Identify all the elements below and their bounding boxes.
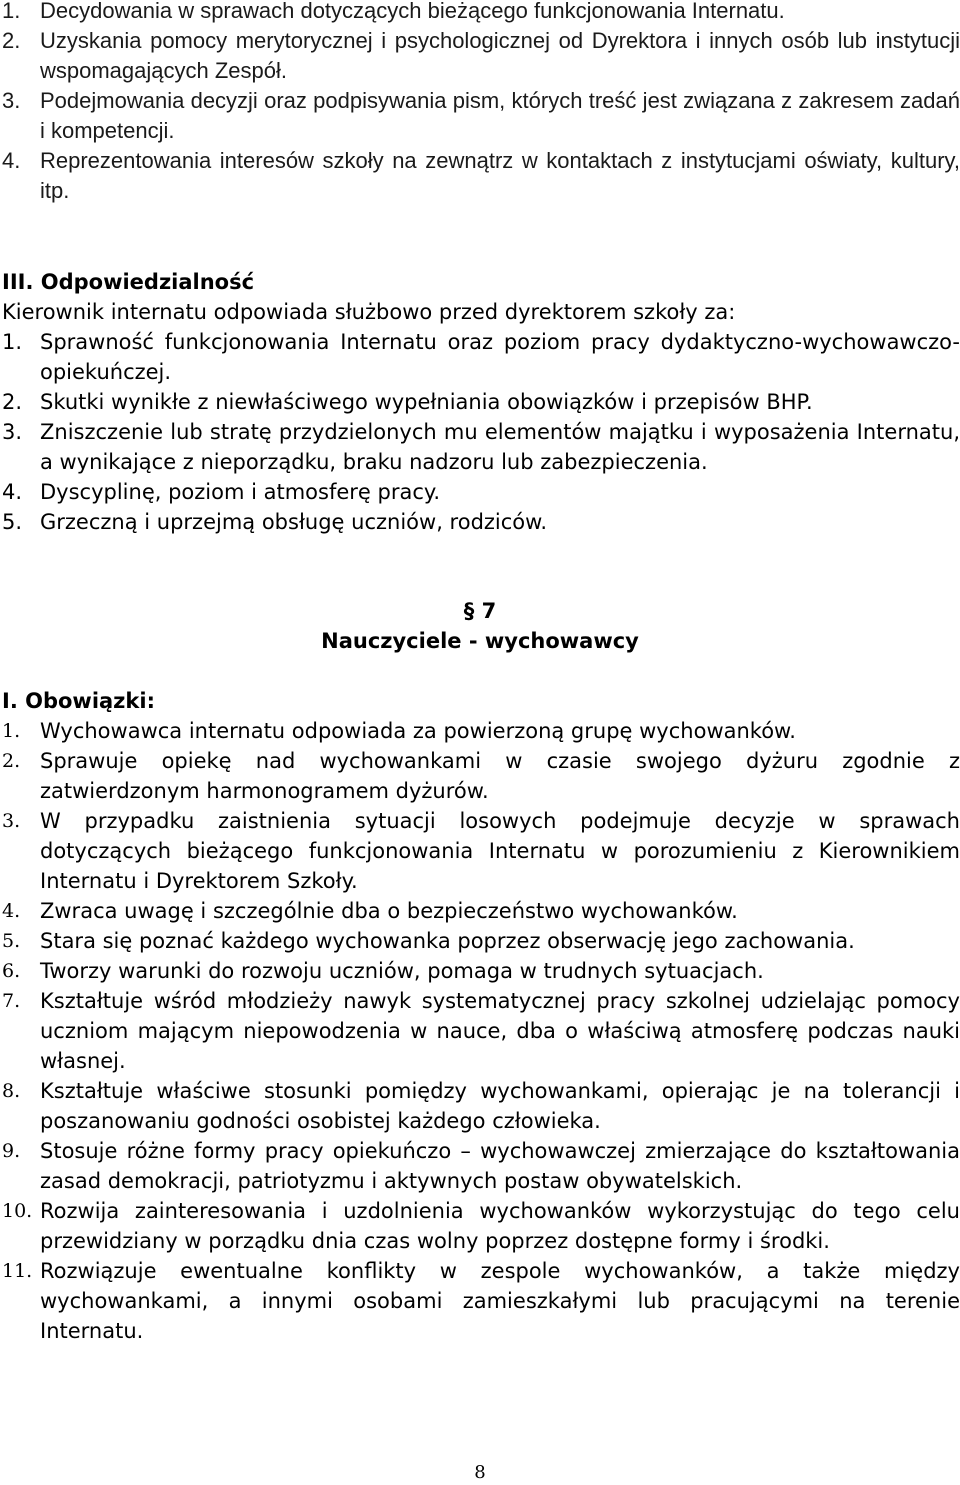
- item-number: 6.: [2, 960, 21, 982]
- responsibility-list: [0, 327, 960, 537]
- list-item: [0, 26, 960, 86]
- list-item: [0, 507, 960, 537]
- item-text: Sprawność funkcjonowania Internatu oraz poziom pracy dydaktyczno-wychowawczo-opiekuńczej.: [40, 330, 960, 384]
- list-item: [0, 417, 960, 477]
- list-item: [0, 716, 960, 746]
- duties-list: [0, 716, 960, 1346]
- item-text: Zwraca uwagę i szczególnie dba o bezpieczeństwo wychowanków.: [40, 899, 738, 923]
- item-text: Grzeczną i uprzejmą obsługę uczniów, rodziców.: [40, 510, 548, 534]
- item-text: Uzyskania pomocy merytorycznej i psychologicznej od Dyrektora i innych osób lub instytucji wspomagających Zespół.: [40, 28, 960, 83]
- item-text: Wychowawca internatu odpowiada za powierzoną grupę wychowanków.: [40, 719, 796, 743]
- section-intro: Kierownik internatu odpowiada służbowo przed dyrektorem szkoły za:: [2, 300, 736, 324]
- item-text: Podejmowania decyzji oraz podpisywania pism, których treść jest związana z zakresem zadań i kompetencji.: [40, 88, 960, 143]
- section-heading-duties: I. Obowiązki:: [2, 689, 155, 713]
- item-text: Sprawuje opiekę nad wychowankami w czasie swojego dyżuru zgodnie z zatwierdzonym harmonogramem dyżurów.: [40, 749, 960, 803]
- paragraph-symbol: § 7: [463, 599, 497, 623]
- item-number: 5.: [2, 930, 21, 952]
- item-number: 8.: [2, 1080, 21, 1102]
- page-number: 8: [474, 1462, 486, 1483]
- item-number: 1.: [2, 0, 21, 23]
- item-text: W przypadku zaistnienia sytuacji losowych podejmuje decyzje w sprawach dotyczących bieżącego funkcjonowania Internatu w porozumieniu z Kierownikiem Internatu i Dyrektorem Szkoły.: [40, 809, 960, 893]
- item-number: 3.: [2, 420, 23, 444]
- item-text: Rozwiązuje ewentualne konflikty w zespole wychowanków, a także między wychowankami, a innymi osobami zamieszkałymi lub pracującymi na terenie Internatu.: [40, 1259, 960, 1343]
- item-number: 2.: [2, 28, 21, 53]
- list-item: [0, 1196, 960, 1256]
- list-item: [0, 746, 960, 806]
- item-number: 10.: [2, 1200, 33, 1222]
- item-number: 2.: [2, 750, 21, 772]
- list-item: [0, 327, 960, 387]
- list-item: [0, 1076, 960, 1136]
- item-number: 4.: [2, 148, 21, 173]
- list-item: [0, 1256, 960, 1346]
- list-item: [0, 146, 960, 206]
- item-text: Tworzy warunki do rozwoju uczniów, pomaga w trudnych sytuacjach.: [40, 959, 764, 983]
- item-text: Reprezentowania interesów szkoły na zewnątrz w kontaktach z instytucjami oświaty, kultury, itp.: [40, 148, 960, 203]
- item-text: Dyscyplinę, poziom i atmosferę pracy.: [40, 480, 440, 504]
- item-text: Skutki wynikłe z niewłaściwego wypełniania obowiązków i przepisów BHP.: [40, 390, 813, 414]
- item-number: 4.: [2, 480, 23, 504]
- list-item: [0, 387, 960, 417]
- item-text: Stosuje różne formy pracy opiekuńczo – wychowawczej zmierzające do kształtowania zasad demokracji, patriotyzmu i aktywnych postaw obywatelskich.: [40, 1139, 960, 1193]
- list-item: [0, 896, 960, 926]
- item-number: 3.: [2, 810, 21, 832]
- list-item: [0, 956, 960, 986]
- list-item: [0, 806, 960, 896]
- item-number: 11.: [2, 1260, 33, 1282]
- item-number: 5.: [2, 510, 23, 534]
- item-number: 7.: [2, 990, 21, 1012]
- list-item: [0, 926, 960, 956]
- item-number: 1.: [2, 720, 21, 742]
- list-item: [0, 1136, 960, 1196]
- section-heading-responsibility: III. Odpowiedzialność: [2, 270, 255, 294]
- list-item: [0, 477, 960, 507]
- item-text: Kształtuje właściwe stosunki pomiędzy wychowankami, opierając je na tolerancji i poszanowaniu godności osobistej każdego człowieka.: [40, 1079, 960, 1133]
- item-text: Kształtuje wśród młodzieży nawyk systematycznej pracy szkolnej udzielając pomocy uczniom mającym niepowodzenia w nauce, dba o właściwą atmosferę podczas nauki własnej.: [40, 989, 960, 1073]
- item-text: Rozwija zainteresowania i uzdolnienia wychowanków wykorzystując do tego celu przewidziany w porządku dnia czas wolny poprzez dostępne formy i środki.: [40, 1199, 960, 1253]
- item-number: 9.: [2, 1140, 21, 1162]
- paragraph-title: Nauczyciele - wychowawcy: [321, 629, 639, 653]
- item-number: 2.: [2, 390, 23, 414]
- list-item: [0, 0, 960, 26]
- list-item: [0, 86, 960, 146]
- item-text: Stara się poznać każdego wychowanka poprzez obserwację jego zachowania.: [40, 929, 855, 953]
- rights-list: [0, 0, 960, 206]
- item-number: 3.: [2, 88, 21, 113]
- item-text: Decydowania w sprawach dotyczących bieżącego funkcjonowania Internatu.: [40, 0, 785, 23]
- list-item: [0, 986, 960, 1076]
- item-number: 1.: [2, 330, 23, 354]
- item-text: Zniszczenie lub stratę przydzielonych mu elementów majątku i wyposażenia Internatu, a wynikające z nieporządku, braku nadzoru lub zabezpieczenia.: [40, 420, 960, 474]
- item-number: 4.: [2, 900, 21, 922]
